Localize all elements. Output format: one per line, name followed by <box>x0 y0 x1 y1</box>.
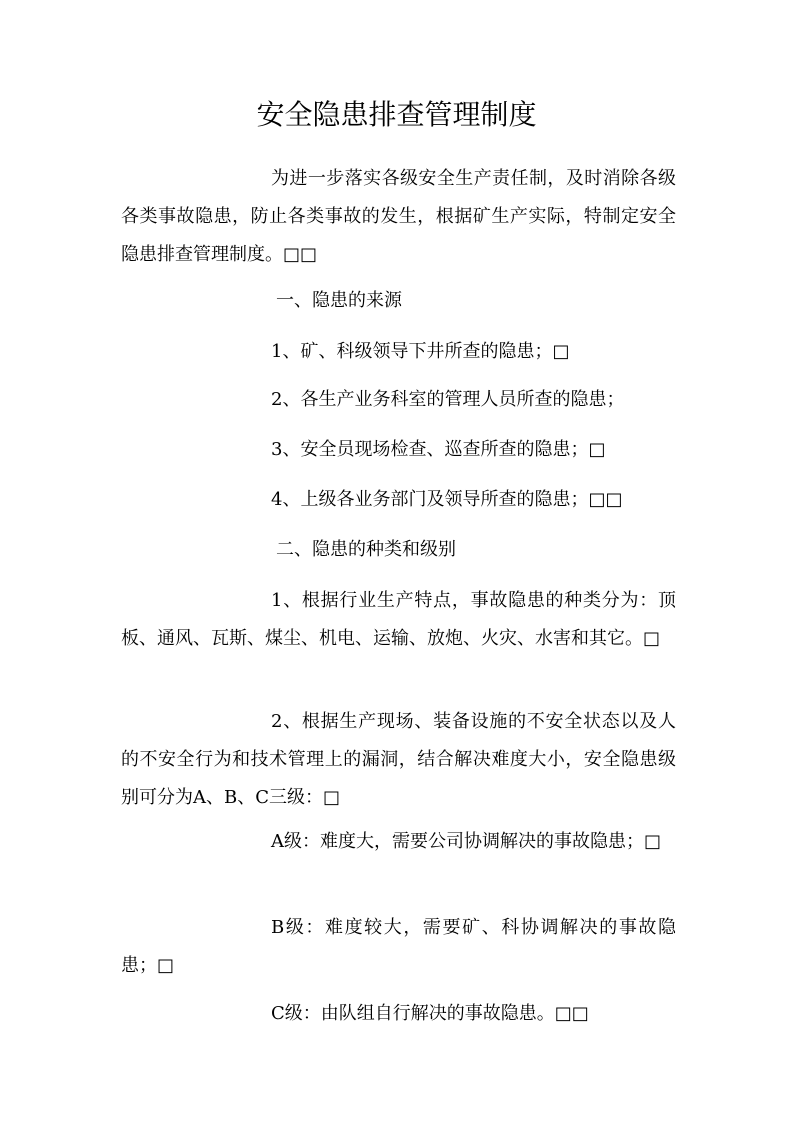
intro-paragraph: 为进一步落实各级安全生产责任制，及时消除各级各类事故隐患，防止各类事故的发生，根据矿生产实际，特制定安全隐患排查管理制度。□□ <box>121 168 676 265</box>
section1-item-2: 2、各生产业务科室的管理人员所查的隐患； <box>271 389 625 410</box>
section2-paragraph-2: 2、根据生产现场、装备设施的不安全状态以及人的不安全行为和技术管理上的漏洞，结合解决难度大小，安全隐患级别可分为A、B、C三级：□ <box>121 711 676 808</box>
document-title: 安全隐患排查管理制度 <box>256 98 537 131</box>
level-c-paragraph: C级：由队组自行解决的事故隐患。□□ <box>271 1003 589 1024</box>
section2-paragraph-1: 1、根据行业生产特点，事故隐患的种类分为：顶板、通风、瓦斯、煤尘、机电、运输、放炮、火灾、水害和其它。□ <box>121 590 676 649</box>
section1-item-1: 1、矿、科级领导下井所查的隐患；□ <box>271 341 570 362</box>
section1-item-4: 4、上级各业务部门及领导所查的隐患；□□ <box>271 489 623 510</box>
section1-item-3: 3、安全员现场检查、巡查所查的隐患；□ <box>271 439 606 460</box>
section1-heading: 一、隐患的来源 <box>276 290 402 311</box>
level-b-paragraph: B级：难度较大，需要矿、科协调解决的事故隐患；□ <box>121 917 676 976</box>
level-a-paragraph: A级：难度大，需要公司协调解决的事故隐患；□ <box>271 831 662 852</box>
section2-heading: 二、隐患的种类和级别 <box>276 539 456 560</box>
